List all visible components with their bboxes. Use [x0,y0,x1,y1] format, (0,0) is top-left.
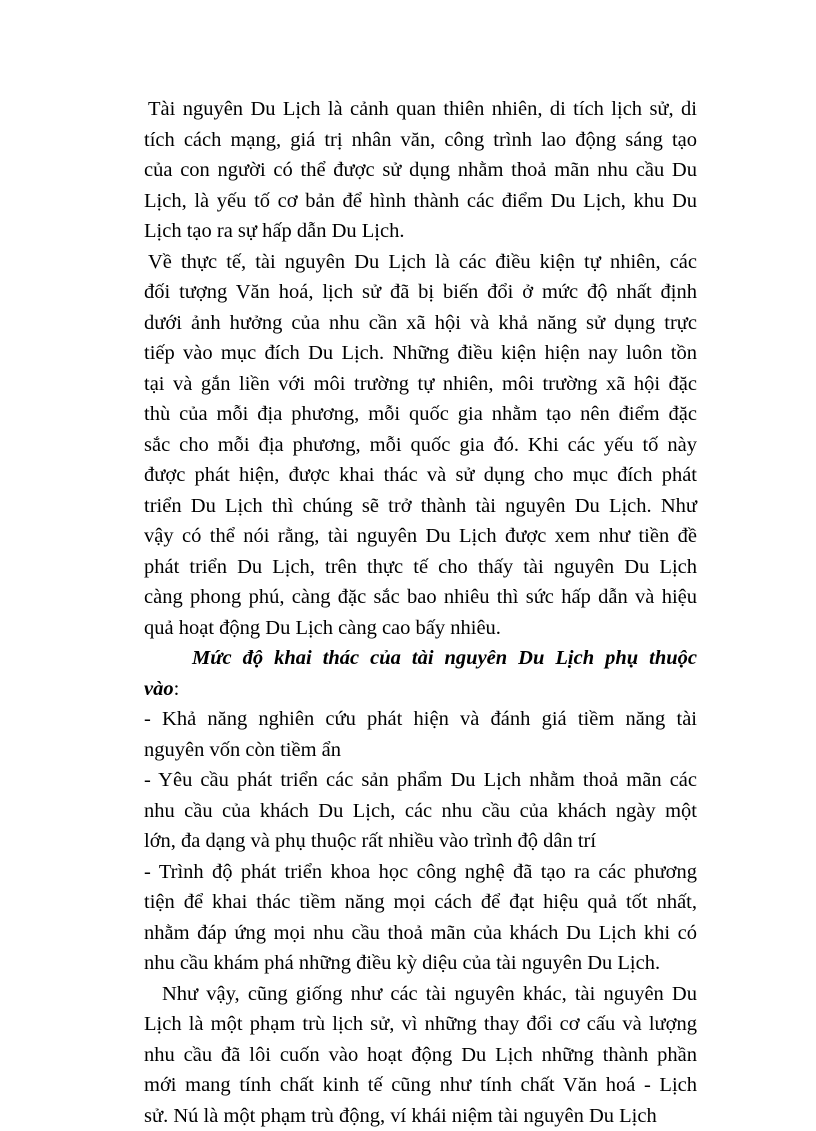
text-line: được phát hiện, được khai thác và sử dụng cho mục đích phát [144,460,697,491]
heading-colon: : [174,678,180,700]
paragraph-reality [144,247,697,644]
text-line: nhu cầu khám phá những điều kỳ diệu của tài nguyên Du Lịch. [144,948,697,979]
text-line: Tài nguyên Du Lịch là cảnh quan thiên nhiên, di tích lịch sử, di [144,94,697,125]
list-item [144,765,697,857]
text-line: Lịch tạo ra sự hấp dẫn Du Lịch. [144,216,697,247]
text-line: dưới ảnh hưởng của nhu cần xã hội và khả năng sử dụng trực [144,308,697,339]
section-heading [144,643,697,704]
text-line: nhu cầu đã lôi cuốn vào hoạt động Du Lịch những thành phần [144,1040,697,1071]
text-line: Lịch, là yếu tố cơ bản để hình thành các điểm Du Lịch, khu Du [144,186,697,217]
text-line: tiếp vào mục đích Du Lịch. Những điều kiện hiện nay luôn tồn [144,338,697,369]
paragraph-closing [144,979,697,1131]
text-line: tích cách mạng, giá trị nhân văn, công trình lao động sáng tạo [144,125,697,156]
text-line: - Yêu cầu phát triển các sản phẩm Du Lịch nhằm thoả mãn các [144,765,697,796]
list-item [144,857,697,979]
text-line: mới mang tính chất kinh tế cũng như tính chất Văn hoá - Lịch [144,1070,697,1101]
heading-line [144,674,697,705]
text-line: triển Du Lịch thì chúng sẽ trở thành tài nguyên Du Lịch. Như [144,491,697,522]
text-line: tiện để khai thác tiềm năng mọi cách để đạt hiệu quả tốt nhất, [144,887,697,918]
text-line: lớn, đa dạng và phụ thuộc rất nhiều vào trình độ dân trí [144,826,697,857]
text-line: tại và gắn liền với môi trường tự nhiên, môi trường xã hội đặc [144,369,697,400]
text-line: quả hoạt động Du Lịch càng cao bấy nhiêu. [144,613,697,644]
text-line: vậy có thể nói rằng, tài nguyên Du Lịch được xem như tiền đề [144,521,697,552]
text-line: thù của mỗi địa phương, mỗi quốc gia nhằm tạo nên điểm đặc [144,399,697,430]
text-line: Như vậy, cũng giống như các tài nguyên khác, tài nguyên Du [144,979,697,1010]
document-page [144,94,697,1131]
text-line: Lịch là một phạm trù lịch sử, vì những thay đổi cơ cấu và lượng [144,1009,697,1040]
heading-text: vào [144,678,174,700]
text-line: đối tượng Văn hoá, lịch sử đã bị biến đổi ở mức độ nhất định [144,277,697,308]
text-line: nhằm đáp ứng mọi nhu cầu thoả mãn của khách Du Lịch khi có [144,918,697,949]
text-line: - Khả năng nghiên cứu phát hiện và đánh giá tiềm năng tài [144,704,697,735]
text-line: phát triển Du Lịch, trên thực tế cho thấy tài nguyên Du Lịch [144,552,697,583]
text-line: càng phong phú, càng đặc sắc bao nhiêu thì sức hấp dẫn và hiệu [144,582,697,613]
paragraph-definition [144,94,697,247]
text-line: nhu cầu của khách Du Lịch, các nhu cầu của khách ngày một [144,796,697,827]
heading-line: Mức độ khai thác của tài nguyên Du Lịch phụ thuộc [144,643,697,674]
text-line: Về thực tế, tài nguyên Du Lịch là các điều kiện tự nhiên, các [144,247,697,278]
text-line: - Trình độ phát triển khoa học công nghệ đã tạo ra các phương [144,857,697,888]
text-line: của con người có thể được sử dụng nhằm thoả mãn nhu cầu Du [144,155,697,186]
list-item [144,704,697,765]
text-line: nguyên vốn còn tiềm ẩn [144,735,697,766]
text-line: sắc cho mỗi địa phương, mỗi quốc gia đó. Khi các yếu tố này [144,430,697,461]
text-line: sử. Nú là một phạm trù động, ví khái niệm tài nguyên Du Lịch [144,1101,697,1131]
